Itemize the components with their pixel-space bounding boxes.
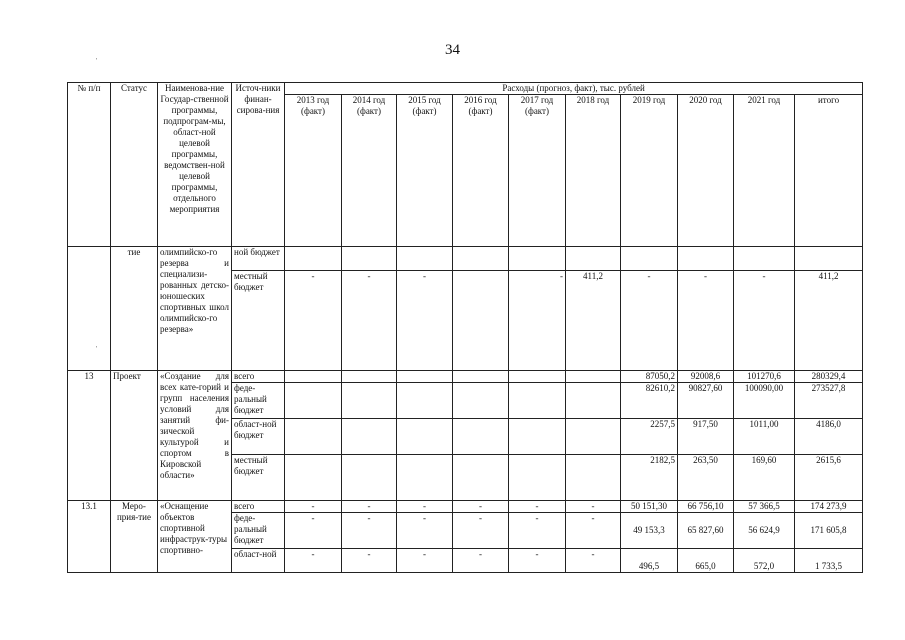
value-cell: - <box>509 501 566 513</box>
value-cell <box>678 247 734 271</box>
value-cell <box>453 383 509 419</box>
row-source-cell: местный бюджет <box>232 271 285 371</box>
value-cell: - <box>285 513 342 549</box>
budget-table <box>67 82 863 573</box>
value-cell: - <box>566 513 621 549</box>
row-source-cell: област-ной <box>232 549 285 573</box>
row-source-cell: местный бюджет <box>232 455 285 501</box>
value-cell <box>566 247 621 271</box>
value-cell: - <box>509 271 566 371</box>
value-cell: 90827,60 <box>678 383 734 419</box>
table-row <box>68 247 863 271</box>
value-cell: - <box>285 549 342 573</box>
value-cell <box>453 371 509 383</box>
row-num-cell: 13.1 <box>68 501 111 573</box>
value-cell: - <box>734 271 795 371</box>
value-cell: 665,0 <box>678 549 734 573</box>
total-header: итого <box>795 95 863 247</box>
value-cell: 87050,2 <box>621 371 678 383</box>
value-cell <box>342 383 397 419</box>
year-header: 2018 год <box>566 95 621 247</box>
scan-mark: ' <box>96 57 98 65</box>
value-cell: - <box>397 271 453 371</box>
value-cell: 2257,5 <box>621 419 678 455</box>
value-cell <box>342 455 397 501</box>
value-cell: 174 273,9 <box>795 501 863 513</box>
value-cell: - <box>566 549 621 573</box>
year-header: 2020 год <box>678 95 734 247</box>
value-cell: 101270,6 <box>734 371 795 383</box>
value-cell: 171 605,8 <box>795 513 863 549</box>
col-status-header: Статус <box>111 83 158 247</box>
value-cell: 1011,00 <box>734 419 795 455</box>
value-cell: - <box>566 501 621 513</box>
row-num-cell: 13 <box>68 371 111 501</box>
table-row <box>68 371 863 383</box>
value-cell: 56 624,9 <box>734 513 795 549</box>
value-cell <box>397 383 453 419</box>
scan-mark: ' <box>96 345 98 353</box>
row-source-cell: феде-ральный бюджет <box>232 383 285 419</box>
value-cell <box>285 247 342 271</box>
row-status-cell: Проект <box>111 371 158 501</box>
value-cell <box>397 371 453 383</box>
year-header: 2016 год (факт) <box>453 95 509 247</box>
year-header: 2021 год <box>734 95 795 247</box>
year-header: 2019 год <box>621 95 678 247</box>
value-cell: - <box>342 549 397 573</box>
year-header: 2015 год (факт) <box>397 95 453 247</box>
row-name-cell: «Создание для всех кате-горий и групп населения условий для занятий фи-зической культурой и спортом в Кировской области» <box>158 371 232 501</box>
value-cell: 92008,6 <box>678 371 734 383</box>
value-cell <box>397 455 453 501</box>
value-cell: - <box>509 513 566 549</box>
value-cell <box>734 247 795 271</box>
value-cell: 169,60 <box>734 455 795 501</box>
value-cell <box>509 247 566 271</box>
value-cell: - <box>342 271 397 371</box>
value-cell: - <box>453 549 509 573</box>
value-cell <box>453 271 509 371</box>
value-cell <box>397 247 453 271</box>
value-cell <box>453 455 509 501</box>
year-header: 2017 год (факт) <box>509 95 566 247</box>
value-cell: - <box>453 513 509 549</box>
value-cell: 273527,8 <box>795 383 863 419</box>
value-cell: 280329,4 <box>795 371 863 383</box>
value-cell <box>285 383 342 419</box>
col-name-header: Наименова-ние Государ-ственной программы, подпрограм-мы, област-ной целевой программы, ведомствен-ной целевой программы, отдельного мероприятия <box>158 83 232 247</box>
row-num-cell <box>68 247 111 371</box>
value-cell: 411,2 <box>566 271 621 371</box>
year-header: 2014 год (факт) <box>342 95 397 247</box>
header-row <box>68 83 863 95</box>
value-cell: 4186,0 <box>795 419 863 455</box>
value-cell: - <box>342 513 397 549</box>
value-cell: 496,5 <box>621 549 678 573</box>
value-cell <box>285 419 342 455</box>
value-cell <box>566 371 621 383</box>
col-num-header: № п/п <box>68 83 111 247</box>
value-cell: 49 153,3 <box>621 513 678 549</box>
value-cell: - <box>285 501 342 513</box>
value-cell: - <box>397 549 453 573</box>
value-cell: 2615,6 <box>795 455 863 501</box>
row-source-cell: област-ной бюджет <box>232 419 285 455</box>
value-cell: - <box>621 271 678 371</box>
value-cell: - <box>678 271 734 371</box>
value-cell: 1 733,5 <box>795 549 863 573</box>
row-name-cell: олимпийско-го резерва и специализи-рованных детско-юношеских спортивных школ олимпийско-го резерва» <box>158 247 232 371</box>
value-cell: 917,50 <box>678 419 734 455</box>
value-cell <box>453 419 509 455</box>
value-cell <box>453 247 509 271</box>
row-source-cell: всего <box>232 371 285 383</box>
value-cell <box>795 247 863 271</box>
value-cell: 572,0 <box>734 549 795 573</box>
value-cell <box>397 419 453 455</box>
value-cell <box>342 419 397 455</box>
row-source-cell: феде-ральный бюджет <box>232 513 285 549</box>
value-cell <box>285 455 342 501</box>
row-source-cell: ной бюджет <box>232 247 285 271</box>
value-cell: - <box>397 513 453 549</box>
value-cell <box>566 455 621 501</box>
value-cell: - <box>285 271 342 371</box>
expenses-header: Расходы (прогноз, факт), тыс. рублей <box>285 83 863 95</box>
value-cell: 66 756,10 <box>678 501 734 513</box>
row-status-cell: Меро-прия-тие <box>111 501 158 573</box>
value-cell <box>621 247 678 271</box>
value-cell: - <box>453 501 509 513</box>
value-cell <box>509 383 566 419</box>
value-cell <box>509 371 566 383</box>
row-status-cell: тие <box>111 247 158 371</box>
value-cell: 2182,5 <box>621 455 678 501</box>
value-cell: 263,50 <box>678 455 734 501</box>
value-cell: 100090,00 <box>734 383 795 419</box>
value-cell: 65 827,60 <box>678 513 734 549</box>
value-cell <box>566 419 621 455</box>
value-cell: 50 151,30 <box>621 501 678 513</box>
year-header: 2013 год (факт) <box>285 95 342 247</box>
value-cell: 411,2 <box>795 271 863 371</box>
value-cell: 82610,2 <box>621 383 678 419</box>
value-cell <box>342 247 397 271</box>
table-row <box>68 501 863 513</box>
value-cell <box>509 419 566 455</box>
col-source-header: Источ-ники финан-сирова-ния <box>232 83 285 247</box>
row-source-cell: всего <box>232 501 285 513</box>
row-name-cell: «Оснащение объектов спортивной инфраструк-туры спортивно- <box>158 501 232 573</box>
value-cell <box>342 371 397 383</box>
value-cell: - <box>509 549 566 573</box>
value-cell: - <box>342 501 397 513</box>
page-number: 34 <box>445 42 460 58</box>
value-cell: - <box>397 501 453 513</box>
value-cell: 57 366,5 <box>734 501 795 513</box>
value-cell <box>566 383 621 419</box>
value-cell <box>285 371 342 383</box>
value-cell <box>509 455 566 501</box>
